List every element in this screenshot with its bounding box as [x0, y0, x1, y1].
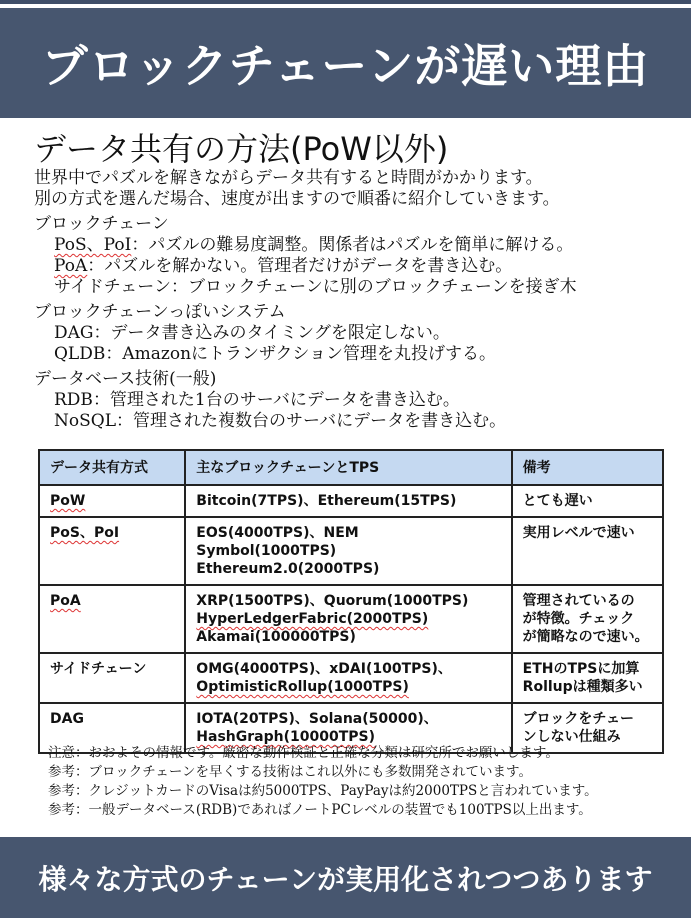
- chains-cell: [185, 585, 511, 653]
- method-name: PoA: [50, 593, 81, 609]
- intro-line: 別の方式を選んだ場合、速度が出ますので順番に紹介していきます。: [34, 189, 560, 209]
- list-item: [34, 277, 674, 298]
- column-header: データ共有方式: [39, 450, 185, 485]
- footer-banner: [0, 837, 691, 918]
- column-header: 主なブロックチェーンとTPS: [185, 450, 511, 485]
- list-item: [34, 411, 674, 432]
- list-item: [34, 256, 674, 277]
- chain-line: IOTA(20TPS)、Solana(50000)、: [196, 711, 438, 727]
- note-line: ブロックをチェー: [522, 711, 634, 727]
- method-cell: [39, 485, 185, 517]
- chains-cell: [185, 517, 511, 585]
- chain-line: Bitcoin(7TPS)、Ethereum(15TPS): [196, 493, 457, 509]
- item-term: PoA: [54, 256, 88, 276]
- intro-line: 世界中でパズルを解きながらデータ共有すると時間がかかります。: [34, 168, 543, 188]
- group-heading: データベース技術(一般): [34, 369, 217, 389]
- item-text: ：管理された1台のサーバにデータを書き込む。: [92, 390, 460, 410]
- footnote-line: 参考：クレジットカードのVisaは約5000TPS、PayPayは約2000TPSと言われています。: [48, 783, 598, 799]
- chain-line: XRP(1500TPS)、Quorum(1000TPS): [196, 593, 469, 609]
- list-item: [34, 344, 674, 365]
- footnotes: [48, 744, 688, 820]
- method-name: サイドチェーン: [50, 661, 147, 677]
- note-line: Rollupは種類多い: [522, 679, 643, 695]
- note-line: ンしない仕組み: [522, 729, 621, 745]
- footnote-line: 参考：ブロックチェーンを早くする技術はこれ以外にも多数開発されています。: [48, 764, 532, 780]
- header-banner: [0, 8, 691, 118]
- method-cell: [39, 585, 185, 653]
- comparison-table: [38, 449, 664, 754]
- item-term: NoSQL: [54, 411, 116, 431]
- item-term: QLDB: [54, 344, 106, 364]
- note-line: 実用レベルで速い: [522, 525, 635, 541]
- item-text: ：パズルを解かない。管理者だけがデータを書き込む。: [87, 256, 513, 276]
- table-row: [39, 517, 663, 585]
- method-name: PoW: [50, 493, 86, 509]
- item-term: DAG: [54, 323, 94, 343]
- item-text: ：パズルの難易度調整。関係者はパズルを簡単に解ける。: [131, 235, 574, 255]
- chains-cell: [185, 485, 511, 517]
- notes-cell: [512, 485, 663, 517]
- table-row: [39, 485, 663, 517]
- note-line: が簡略なので速い。: [522, 629, 649, 645]
- table-row: [39, 653, 663, 703]
- chain-line: OMG(4000TPS)、xDAI(100TPS)、: [196, 661, 452, 677]
- note-line: とても遅い: [522, 493, 593, 509]
- item-text: ：データ書き込みのタイミングを限定しない。: [93, 323, 450, 343]
- top-rule: [0, 0, 691, 4]
- notes-cell: [512, 585, 663, 653]
- item-term: PoS、PoI: [54, 235, 132, 255]
- section-title: データ共有の方法(PoW以外): [34, 130, 449, 168]
- note-line: ETHのTPSに加算: [522, 661, 640, 677]
- method-cell: [39, 517, 185, 585]
- list-item: [34, 235, 674, 256]
- chain-line: EOS(4000TPS)、NEM Symbol(1000TPS): [196, 525, 359, 559]
- page-title: ブロックチェーンが遅い理由: [41, 39, 650, 93]
- list-item: [34, 390, 674, 411]
- body-text: [34, 168, 674, 432]
- chains-cell: [185, 653, 511, 703]
- chain-line: OptimisticRollup(1000TPS): [196, 679, 409, 695]
- note-line: 管理されているの: [522, 593, 635, 609]
- footnote-line: 注意：おおよその情報です。厳密な動作検証と正確な分類は研究所でお願いします。: [48, 745, 559, 761]
- footnote-line: 参考：一般データベース(RDB)であればノートPCレベルの装置でも100TPS以上出ます。: [48, 802, 592, 818]
- group-heading: ブロックチェーンっぽいシステム: [34, 302, 286, 322]
- method-name: PoS、PoI: [50, 525, 120, 541]
- item-term: RDB: [54, 390, 93, 410]
- item-text: ：ブロックチェーンに別のブロックチェーンを接ぎ木: [170, 277, 577, 297]
- group-heading: ブロックチェーン: [34, 214, 169, 234]
- list-item: [34, 323, 674, 344]
- chain-line: Akamai(100000TPS): [196, 629, 356, 645]
- footer-text: 様々な方式のチェーンが実用化されつつあります: [38, 862, 653, 896]
- notes-cell: [512, 653, 663, 703]
- method-name: DAG: [50, 711, 84, 727]
- item-text: ：Amazonにトランザクション管理を丸投げする。: [105, 344, 497, 364]
- table-header-row: [39, 450, 663, 485]
- method-cell: [39, 653, 185, 703]
- item-term: サイドチェーン: [54, 277, 171, 297]
- note-line: が特徴。チェック: [522, 611, 635, 627]
- chain-line: Ethereum2.0(2000TPS): [196, 561, 380, 577]
- notes-cell: [512, 517, 663, 585]
- chain-line: HashGraph(10000TPS): [196, 729, 375, 745]
- column-header: 備考: [512, 450, 663, 485]
- chain-line: HyperLedgerFabric(2000TPS): [196, 611, 429, 627]
- item-text: ：管理された複数台のサーバにデータを書き込む。: [115, 411, 507, 431]
- table-row: [39, 585, 663, 653]
